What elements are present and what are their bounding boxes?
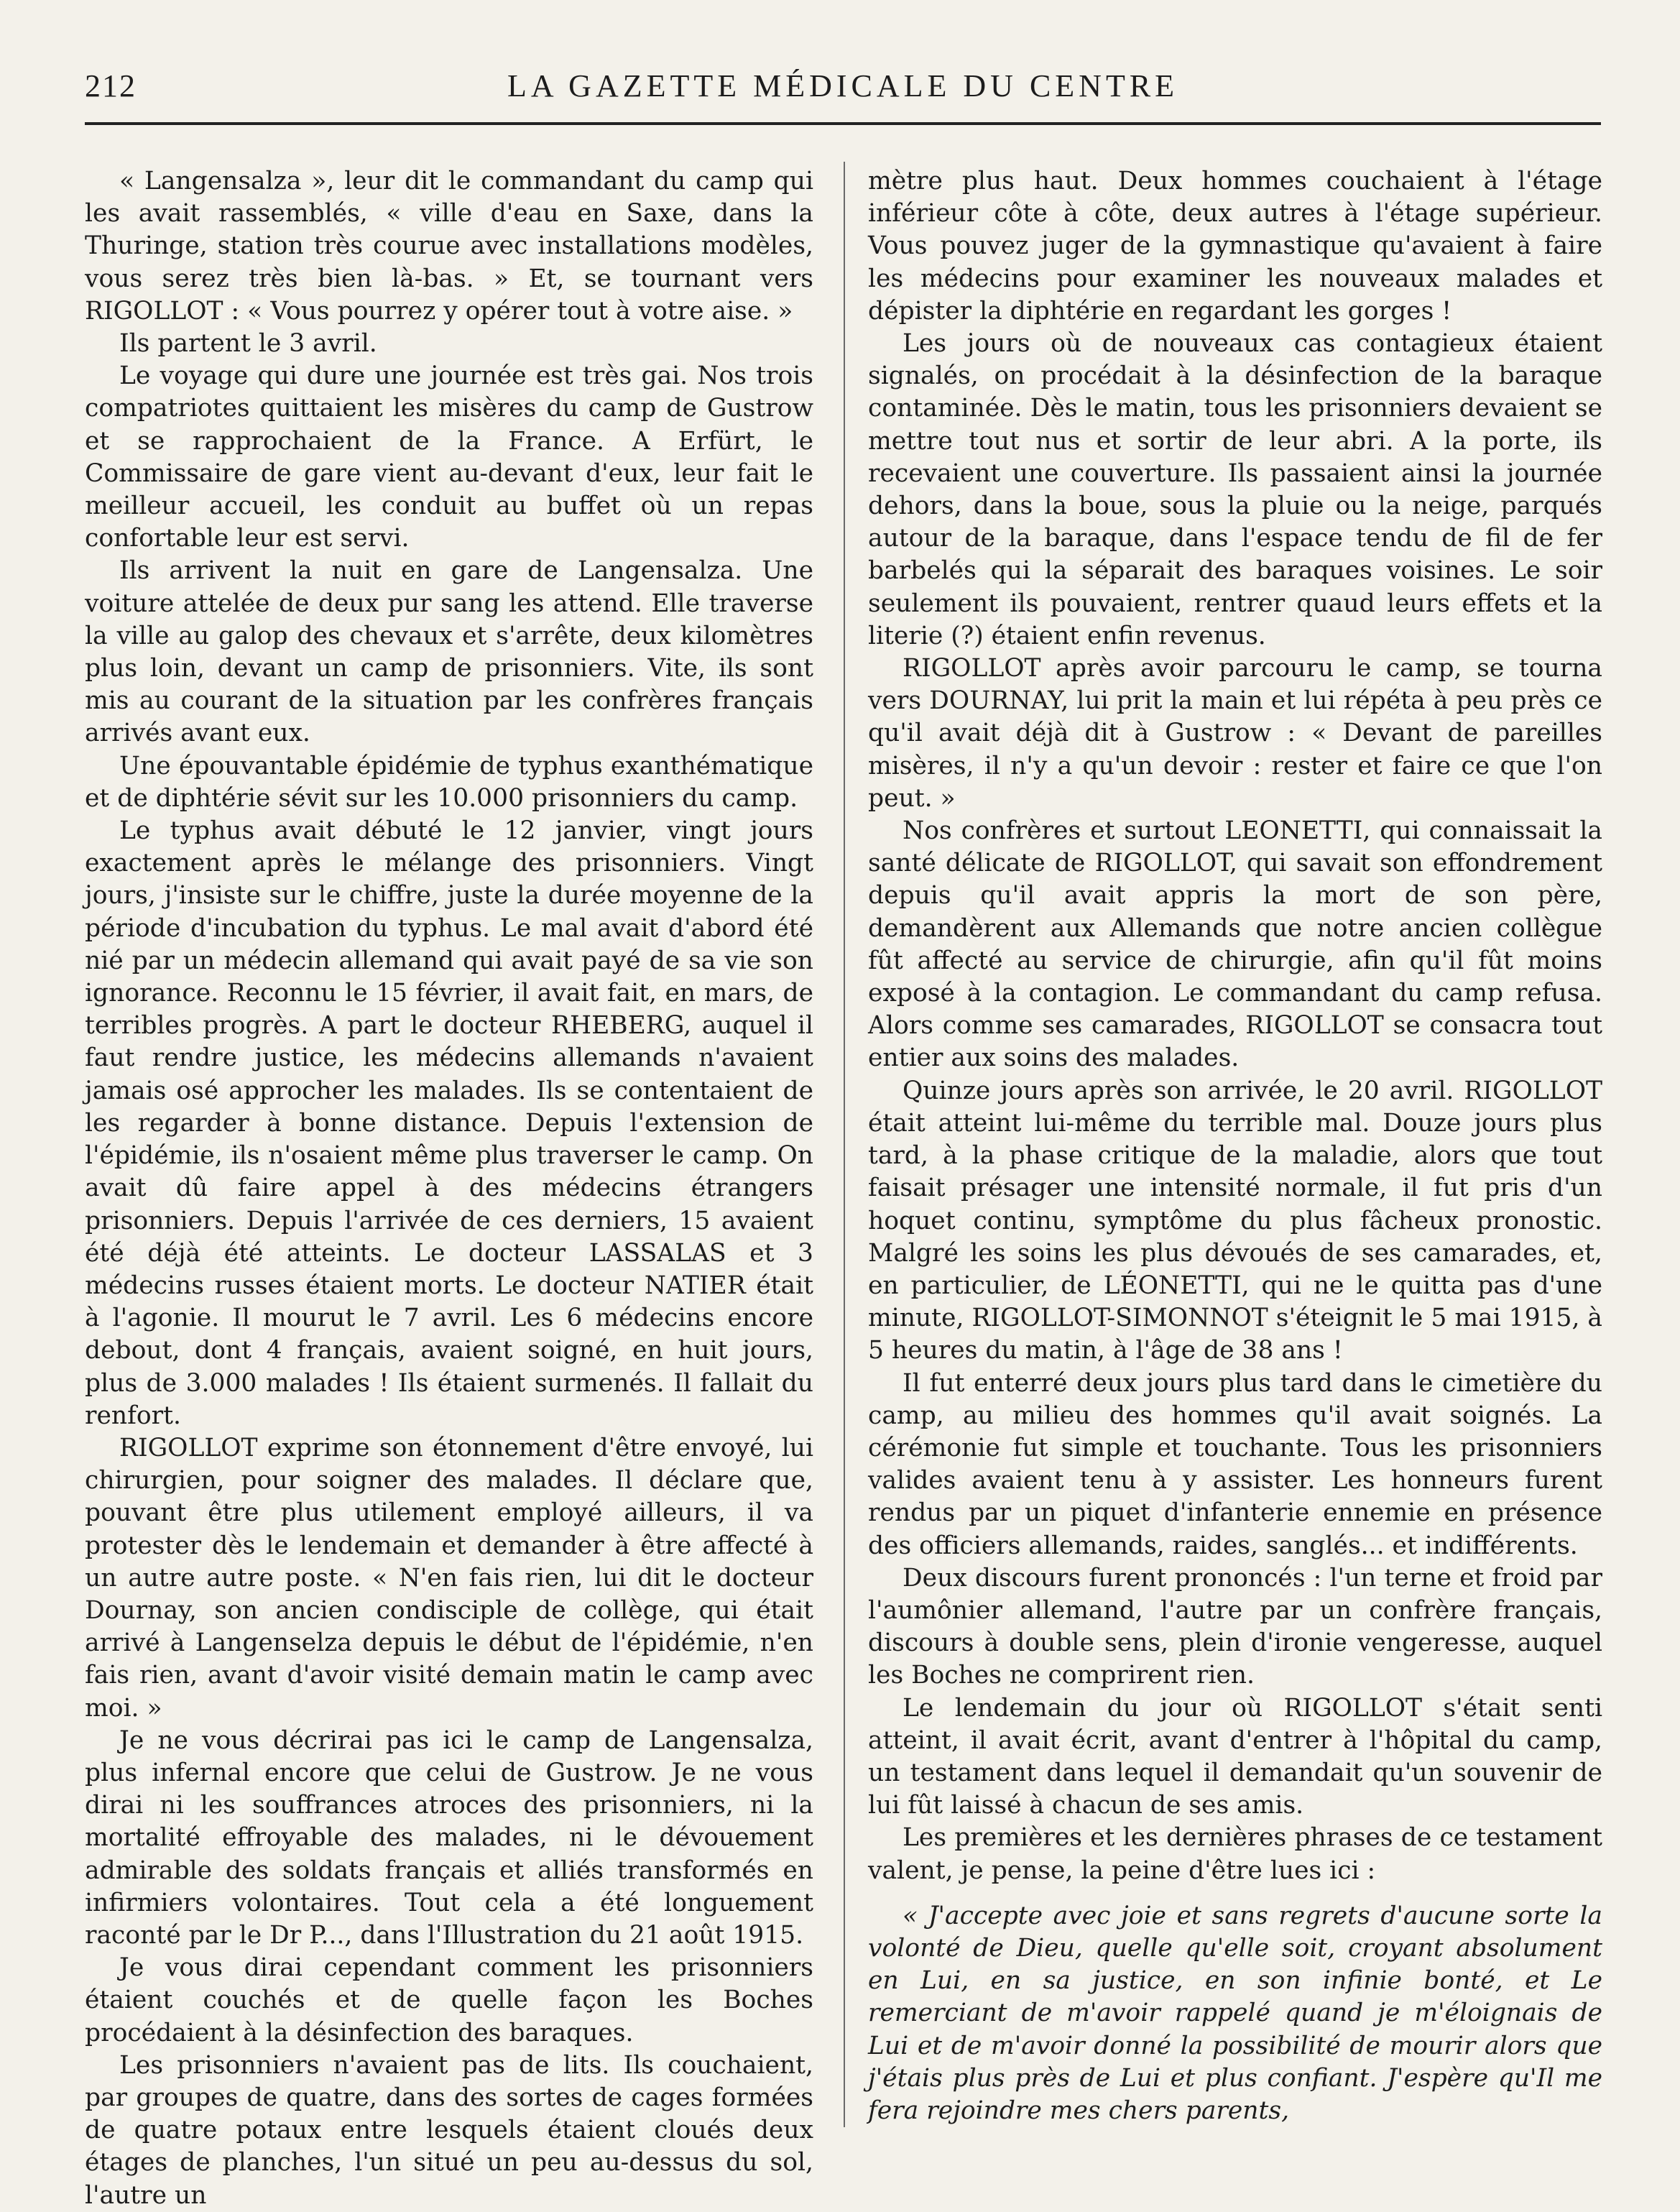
header-rule (85, 122, 1601, 125)
paragraph: Ils arrivent la nuit en gare de Langensalza. Une voiture attelée de deux pur sang les attend. Elle traverse la ville au galop des chevaux et s'arrête, deux kilomètres plus loin, devant un camp de prisonniers. Vite, ils sont mis au courant de la situation par les confrères français arrivés avant eux. (85, 556, 813, 748)
left-column (85, 165, 813, 2212)
testament-quote: « J'accepte avec joie et sans regrets d'aucune sorte la volonté de Dieu, quelle qu'elle soit, croyant absolument en Lui, en sa justice, en son infinie bonté, et Le remerciant de m'avoir rappelé quand je m'éloignais de Lui et de m'avoir donné la possibilité de mourir alors que j'étais plus près de Lui et plus confiant. J'espère qu'Il me fera rejoindre mes chers parents, (868, 1901, 1602, 2125)
paragraph: Les prisonniers n'avaient pas de lits. Ils couchaient, par groupes de quatre, dans des sortes de cages formées de quatre potaux entre lesquels étaient cloués deux étages de planches, l'un situé un peu au-dessus du sol, l'autre un (85, 2050, 813, 2210)
paragraph: Les premières et les dernières phrases de ce testament valent, je pense, la peine d'être lues ici : (868, 1823, 1602, 1885)
paragraph: RIGOLLOT après avoir parcouru le camp, se tourna vers DOURNAY, lui prit la main et lui répéta à peu près ce qu'il avait déjà dit à Gustrow : « Devant de pareilles misères, il n'y a qu'un devoir : rester et faire ce que l'on peut. » (868, 654, 1602, 813)
paragraph: Nos confrères et surtout LEONETTI, qui connaissait la santé délicate de RIGOLLOT, qui savait son effondrement depuis qu'il avait appris la mort de son père, demandèrent aux Allemands que notre ancien collègue fût affecté au service de chirurgie, afin qu'il fût moins exposé à la contagion. Le commandant du camp refusa. Alors comme ses camarades, RIGOLLOT se consacra tout entier aux soins des malades. (868, 816, 1602, 1073)
paragraph: Une épouvantable épidémie de typhus exanthématique et de diphtérie sévit sur les 10.000 prisonniers du camp. (85, 751, 813, 813)
paragraph: « Langensalza », leur dit le commandant du camp qui les avait rassemblés, « ville d'eau en Saxe, dans la Thuringe, station très courue avec installations modèles, vous serez très bien là-bas. » Et, se tournant vers RIGOLLOT : « Vous pourrez y opérer tout à votre aise. » (85, 167, 813, 326)
page-header (85, 63, 1601, 114)
paragraph: Les jours où de nouveaux cas contagieux étaient signalés, on procédait à la désinfection de la baraque contaminée. Dès le matin, tous les prisonniers devaient se mettre tout nus et sortir de leur abri. A la porte, ils recevaient une couverture. Ils passaient ainsi la journée dehors, dans la boue, sous la pluie ou la neige, parqués autour de la baraque, dans l'espace tendu de fil de fer barbelés qui la séparait des baraques voisines. Le soir seulement ils pouvaient, rentrer quaud leurs effets et la literie (?) étaient enfin revenus. (868, 329, 1602, 650)
paragraph: Il fut enterré deux jours plus tard dans le cimetière du camp, au milieu des hommes qu'il avait soignés. La cérémonie fut simple et touchante. Tous les prisonniers valides avaient tenu à y assister. Les honneurs furent rendus par un piquet d'infanterie ennemie en présence des officiers allemands, raides, sanglés... et indifférents. (868, 1368, 1602, 1560)
paragraph: Je vous dirai cependant comment les prisonniers étaient couchés et de quelle façon les Boches procédaient à la désinfection des baraques. (85, 1953, 813, 2047)
paragraph: Deux discours furent prononcés : l'un terne et froid par l'aumônier allemand, l'autre par un confrère français, discours à double sens, plein d'ironie vengeresse, auquel les Boches ne comprirent rien. (868, 1563, 1602, 1690)
paragraph: Le voyage qui dure une journée est très gai. Nos trois compatriotes quittaient les misères du camp de Gustrow et se rapprochaient de la France. A Erfürt, le Commissaire de gare vient au-devant d'eux, leur fait le meilleur accueil, les conduit au buffet où un repas confortable leur est servi. (85, 361, 813, 553)
paragraph-continued: mètre plus haut. Deux hommes couchaient à l'étage inférieur côte à côte, deux autres à l'étage supérieur. Vous pouvez juger de la gymnastique qu'avaient à faire les médecins pour examiner les nouveaux malades et dépister la diphtérie en regardant les gorges ! (868, 167, 1602, 326)
right-column (868, 165, 1602, 2127)
paragraph: Je ne vous décrirai pas ici le camp de Langensalza, plus infernal encore que celui de Gustrow. Je ne vous dirai ni les souffrances atroces des prisonniers, ni la mortalité effroyable des malades, ni le dévouement admirable des soldats français et alliés transformés en infirmiers volontaires. Tout cela a été longuement raconté par le Dr P..., dans l'Illustration du 21 août 1915. (85, 1725, 813, 1950)
paragraph: Le lendemain du jour où RIGOLLOT s'était senti atteint, il avait écrit, avant d'entrer à l'hôpital du camp, un testament dans lequel il demandait qu'un souvenir de lui fût laissé à chacun de ses amis. (868, 1693, 1602, 1820)
column-divider (844, 162, 845, 2127)
paragraph: Quinze jours après son arrivée, le 20 avril. RIGOLLOT était atteint lui-même du terrible mal. Douze jours plus tard, à la phase critique de la maladie, alors que tout faisait présager une intensité normale, il fut pris d'un hoquet continu, symptôme du plus fâcheux pronostic. Malgré les soins les plus dévoués de ses camarades, et, en particulier, de LÉONETTI, qui ne le quitta pas d'une minute, RIGOLLOT-SIMONNOT s'éteignit le 5 mai 1915, à 5 heures du matin, à l'âge de 38 ans ! (868, 1076, 1602, 1365)
paragraph: RIGOLLOT exprime son étonnement d'être envoyé, lui chirurgien, pour soigner des malades. Il déclare que, pouvant être plus utilement employé ailleurs, il va protester dès le lendemain et demander à être affecté à un autre autre poste. « N'en fais rien, lui dit le docteur Dournay, son ancien condisciple de collège, qui était arrivé à Langenselza depuis le début de l'épidémie, n'en fais rien, avant d'avoir visité demain matin le camp avec moi. » (85, 1433, 813, 1723)
paragraph: Ils partent le 3 avril. (119, 329, 377, 359)
paragraph: Le typhus avait débuté le 12 janvier, vingt jours exactement après le mélange des prisonniers. Vingt jours, j'insiste sur le chiffre, juste la durée moyenne de la période d'incubation du typhus. Le mal avait d'abord été nié par un médecin allemand qui avait payé de sa vie son ignorance. Reconnu le 15 février, il avait fait, en mars, de terribles progrès. A part le docteur RHEBERG, auquel il faut rendre justice, les médecins allemands n'avaient jamais osé approcher les malades. Ils se contentaient de les regarder à bonne distance. Depuis l'extension de l'épidémie, ils n'osaient même plus traverser le camp. On avait dû faire appel à des médecins étrangers prisonniers. Depuis l'arrivée de ces derniers, 15 avaient été déjà été atteints. Le docteur LASSALAS et 3 médecins russes étaient morts. Le docteur NATIER était à l'agonie. Il mourut le 7 avril. Les 6 médecins encore debout, dont 4 français, avaient soigné, en huit jours, plus de 3.000 malades ! Ils étaient surmenés. Il fallait du renfort. (85, 816, 813, 1430)
page-number: 212 (85, 68, 137, 103)
journal-title: LA GAZETTE MÉDICALE DU CENTRE (507, 68, 1179, 103)
